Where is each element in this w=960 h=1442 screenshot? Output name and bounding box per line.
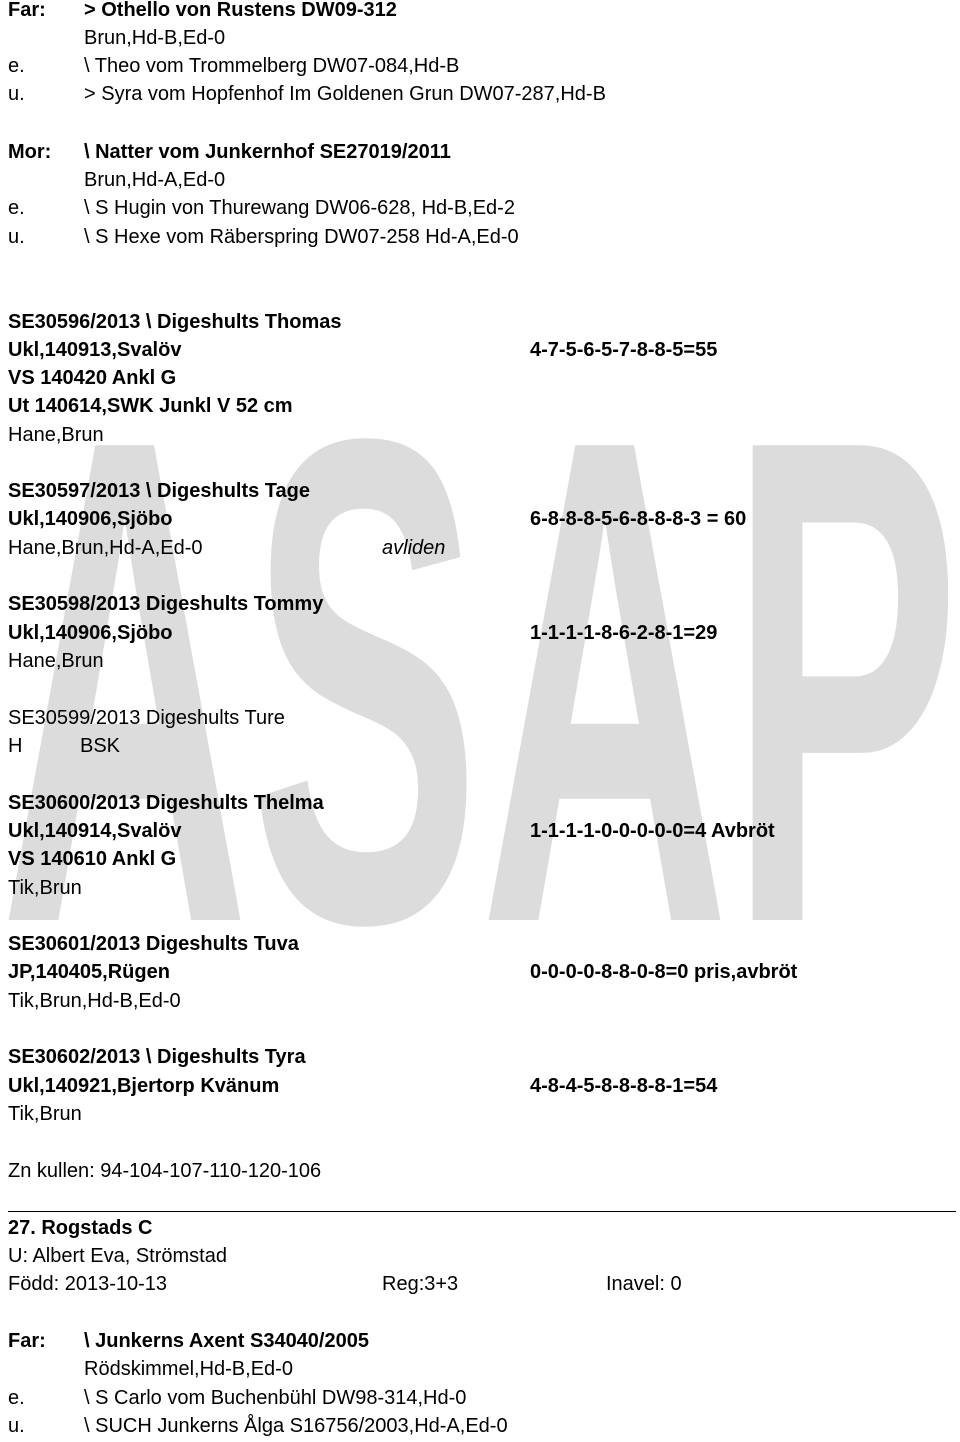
- entry-far-info: Rödskimmel,Hd-B,Ed-0: [84, 1358, 293, 1380]
- entry-born: Född: 2013-10-13: [8, 1273, 168, 1295]
- dog-sex-color: Tik,Brun: [8, 877, 82, 899]
- dog-name: SE30598/2013 Digeshults Tommy: [8, 593, 324, 615]
- entry-title: 27. Rogstads C: [8, 1217, 153, 1239]
- entry-far-e-label: e.: [8, 1387, 25, 1409]
- svg-text:ASAP: ASAP: [0, 380, 960, 940]
- dog-score: 0-0-0-0-8-8-0-8=0 pris,avbröt: [530, 961, 798, 983]
- dog-name: SE30596/2013 \ Digeshults Thomas: [8, 311, 342, 333]
- mor-u: \ S Hexe vom Räberspring DW07-258 Hd-A,Ed-0: [84, 226, 519, 248]
- entry-far-u: \ SUCH Junkerns Ålga S16756/2003,Hd-A,Ed-0: [84, 1415, 508, 1437]
- dog-sex-color: Hane,Brun: [8, 424, 104, 446]
- dog-test: Ukl,140914,Svalöv: [8, 820, 182, 842]
- entry-inavel: Inavel: 0: [606, 1273, 682, 1295]
- dog-test: Ukl,140921,Bjertorp Kvänum: [8, 1075, 280, 1097]
- dog-sex: H: [8, 735, 23, 757]
- dog-score: 6-8-8-8-5-6-8-8-8-3 = 60: [530, 508, 747, 530]
- zn-kullen: Zn kullen: 94-104-107-110-120-106: [8, 1160, 322, 1182]
- far-e-label: e.: [8, 55, 25, 77]
- dog-exhibition: VS 140610 Ankl G: [8, 848, 177, 870]
- far-name: > Othello von Rustens DW09-312: [84, 0, 397, 21]
- dog-name: SE30597/2013 \ Digeshults Tage: [8, 480, 311, 502]
- far-info: Brun,Hd-B,Ed-0: [84, 27, 226, 49]
- dog-note: BSK: [80, 735, 121, 757]
- entry-owner: U: Albert Eva, Strömstad: [8, 1245, 227, 1267]
- far-label: Far:: [8, 0, 46, 21]
- dog-test: Ukl,140913,Svalöv: [8, 339, 182, 361]
- mor-label: Mor:: [8, 141, 52, 163]
- dog-score: 4-8-4-5-8-8-8-8-1=54: [530, 1075, 718, 1097]
- dog-note: avliden: [382, 537, 446, 559]
- far-u-label: u.: [8, 83, 25, 105]
- dog-sex-color: Tik,Brun,Hd-B,Ed-0: [8, 990, 181, 1012]
- dog-sex-color: Tik,Brun: [8, 1103, 82, 1125]
- dog-score: 4-7-5-6-5-7-8-8-5=55: [530, 339, 718, 361]
- entry-far-e: \ S Carlo vom Buchenbühl DW98-314,Hd-0: [84, 1387, 467, 1409]
- dog-exhibition: VS 140420 Ankl G: [8, 367, 177, 389]
- section-divider: [8, 1211, 956, 1212]
- mor-u-label: u.: [8, 226, 25, 248]
- dog-exhibition-2: Ut 140614,SWK Junkl V 52 cm: [8, 395, 293, 417]
- mor-e: \ S Hugin von Thurewang DW06-628, Hd-B,Ed-2: [84, 197, 515, 219]
- dog-sex-color: Hane,Brun,Hd-A,Ed-0: [8, 537, 203, 559]
- dog-sex-color: Hane,Brun: [8, 650, 104, 672]
- entry-far-name: \ Junkerns Axent S34040/2005: [84, 1330, 369, 1352]
- mor-e-label: e.: [8, 197, 25, 219]
- entry-far-u-label: u.: [8, 1415, 25, 1437]
- entry-reg: Reg:3+3: [382, 1273, 459, 1295]
- dog-name: SE30602/2013 \ Digeshults Tyra: [8, 1046, 306, 1068]
- dog-test: Ukl,140906,Sjöbo: [8, 508, 173, 530]
- dog-score: 1-1-1-1-8-6-2-8-1=29: [530, 622, 718, 644]
- far-e: \ Theo vom Trommelberg DW07-084,Hd-B: [84, 55, 460, 77]
- dog-name: SE30601/2013 Digeshults Tuva: [8, 933, 299, 955]
- far-u: > Syra vom Hopfenhof Im Goldenen Grun DW07-287,Hd-B: [84, 83, 606, 105]
- dog-test: JP,140405,Rügen: [8, 961, 170, 983]
- dog-score: 1-1-1-1-0-0-0-0-0=4 Avbröt: [530, 820, 775, 842]
- dog-name: SE30600/2013 Digeshults Thelma: [8, 792, 324, 814]
- mor-name: \ Natter vom Junkernhof SE27019/2011: [84, 141, 451, 163]
- entry-far-label: Far:: [8, 1330, 46, 1352]
- dog-test: Ukl,140906,Sjöbo: [8, 622, 173, 644]
- mor-info: Brun,Hd-A,Ed-0: [84, 169, 226, 191]
- dog-name: SE30599/2013 Digeshults Ture: [8, 707, 285, 729]
